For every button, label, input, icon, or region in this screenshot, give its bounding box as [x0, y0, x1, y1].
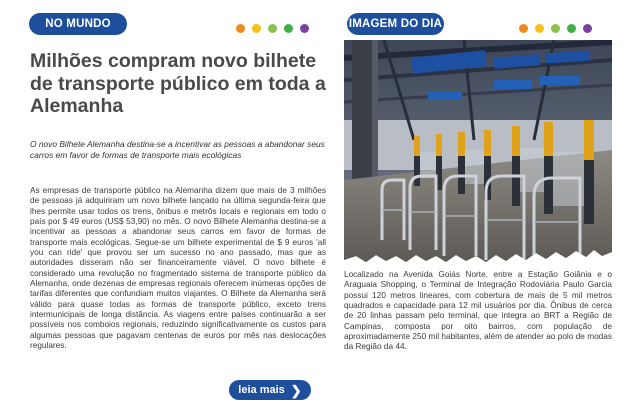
- section-badge-imagem-do-dia: [347, 13, 444, 35]
- orange-dot: [519, 24, 528, 33]
- yellow-dot: [252, 24, 261, 33]
- photo-caption: Localizado na Avenida Goiás Norte, entre a Estação Goiânia e o Araguaia Shopping, o Terminal de Integração Rodoviária Paulo Garcia possui 120 metros lineares, com cobertura de mais de 5 mil metros quadrados e capacidade para 12 mil usuários por dia. Ônibus de cerca de 20 linhas passam pelo terminal, que integra ao BRT a Região de Campinas, composta por oito bairros, com população de aproximadamente 250 mil habitantes, além de atender ao polo de modas da Região da 44.: [344, 270, 612, 352]
- decorative-dots-left: [236, 24, 309, 33]
- section-badge-no-mundo: [29, 13, 127, 35]
- decorative-dots-right: [519, 24, 592, 33]
- read-more-button[interactable]: [229, 380, 311, 400]
- chevron-right-icon: ❯: [290, 382, 302, 398]
- read-more-label: leia mais: [238, 384, 285, 396]
- purple-dot: [583, 24, 592, 33]
- light-green-dot: [551, 24, 560, 33]
- badge-label: IMAGEM DO DIA: [348, 18, 443, 30]
- badge-label: NO MUNDO: [45, 18, 111, 30]
- article-headline: Milhões compram novo bilhete de transporte público em toda a Alemanha: [30, 50, 326, 117]
- purple-dot: [300, 24, 309, 33]
- light-green-dot: [268, 24, 277, 33]
- article-body: As empresas de transporte público na Alemanha dizem que mais de 3 milhões de pessoas já adquiriram um novo bilhete lançado na última segunda-feira que lhes permite usar todos os trens, ônibus e metrôs locais e regionais em todo o país por $ 49 euros (US$ 53,90) no mês. O novo Bilhete Alemanha destina-se a incentivar as pessoas a abandonar seus carros em favor de formas de transporte mais ecológicas. Segue-se um bilhete experimental de $ 9 euros 'all you can ride' que provou ser um sucesso no ano passado, mas que as autoridades disseram não ser financeiramente viável. O novo bilhete é considerado uma revolução no fragmentado sistema de transporte público da Alemanha, onde dezenas de empresas regionais oferecem inúmeras opções de tarifas diferentes que confundiam muitos viajantes. O Bilhete da Alemanha será válido para quase todas as formas de transporte público, exceto trens intermunicipais de longa distância. As viagens entre países continuarão a ser possíveis nos comboios regionais, reduzindo significativamente os custos para algumas pessoas que pagavam centenas de euros por mês nas deslocações regulares.: [30, 186, 326, 351]
- green-dot: [567, 24, 576, 33]
- yellow-dot: [535, 24, 544, 33]
- green-dot: [284, 24, 293, 33]
- article-subheadline: O novo Bilhete Alemanha destina-se a incentivar as pessoas a abandonar seus carros em favor de formas de transporte mais ecológicas: [30, 139, 325, 160]
- terminal-photo: [344, 40, 612, 264]
- orange-dot: [236, 24, 245, 33]
